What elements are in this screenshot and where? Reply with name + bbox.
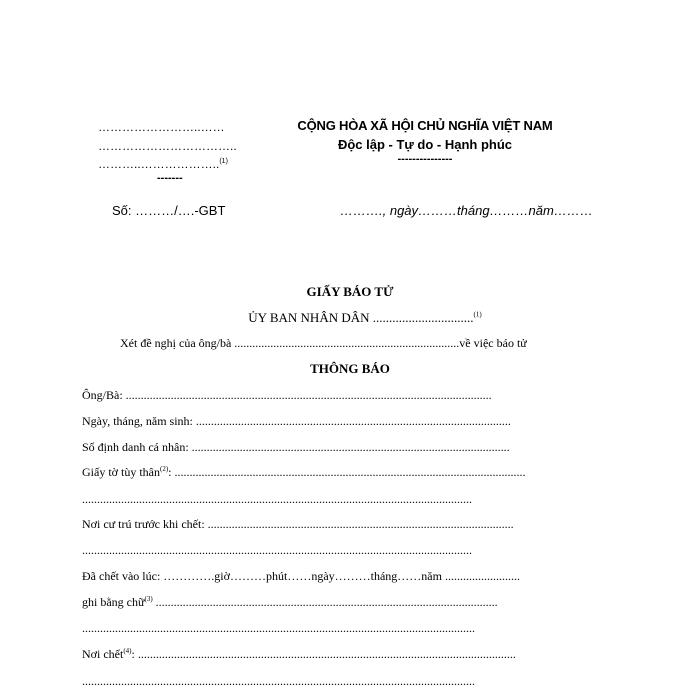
identity-docs-footnote-mark: (2) [160,465,169,473]
agency-footnote-mark: (1) [219,158,228,165]
field-in-words-line-2: ................................................................................................................................... [82,621,475,635]
agency-line-3 [98,157,228,171]
issuing-committee [200,310,530,326]
request-line: Xét đề nghị của ông/bà ...........................................................................về việc báo tử [120,336,527,350]
field-time-of-death: Đã chết vào lúc: ………….giờ………phút……ngày………tháng……năm ......................... [82,569,520,583]
committee-footnote-mark: (1) [473,310,482,319]
document-number: Số: ………/….-GBT [112,203,226,218]
identity-docs-dots: : ..................................................................................................................... [168,465,526,479]
field-last-residence-line-2: .................................................................................................................................. [82,543,472,557]
field-last-residence: Nơi cư trú trước khi chết: ...................................................................................................... [82,517,514,531]
place-of-death-dots: : .............................................................................................................................. [131,647,516,661]
national-title: CỘNG HÒA XÃ HỘI CHỦ NGHĨA VIỆT NAM [297,118,553,133]
place-of-death-label: Nơi chết [82,647,124,661]
place-and-date: ………., ngày………tháng………năm……… [340,203,593,218]
place-of-death-footnote-mark: (4) [123,647,132,655]
in-words-label: ghi bằng chữ [82,595,145,609]
agency-line-1: ……………………..…… [98,120,225,134]
issuing-committee-text: ỦY BAN NHÂN DÂN ............................... [248,310,474,325]
field-in-words [82,595,498,610]
in-words-footnote-mark: (3) [144,595,153,603]
field-personal-id: Số định danh cá nhân: .......................................................................................................... [82,440,510,454]
field-place-of-death [82,647,516,662]
field-date-of-birth: Ngày, tháng, năm sinh: ......................................................................................................... [82,414,511,428]
document-title: GIẤY BÁO TỬ [306,284,394,299]
agency-line-3-text: ………..……………….. [98,157,220,171]
notice-heading: THÔNG BÁO [310,361,390,376]
identity-docs-label: Giấy tờ tùy thân [82,465,160,479]
field-place-of-death-line-2: ................................................................................................................................... [82,674,475,688]
national-motto: Độc lập - Tự do - Hạnh phúc [337,137,513,152]
agency-line-2: …………………………….. [98,139,237,153]
agency-divider: ------- [157,172,183,184]
field-full-name: Ông/Bà: .......................................................................................................................... [82,388,492,402]
in-words-dots: .................................................................................................................. [152,595,498,609]
field-identity-docs-line-2: .................................................................................................................................. [82,492,472,506]
field-identity-docs [82,465,526,480]
motto-divider: --------------- [397,153,453,165]
